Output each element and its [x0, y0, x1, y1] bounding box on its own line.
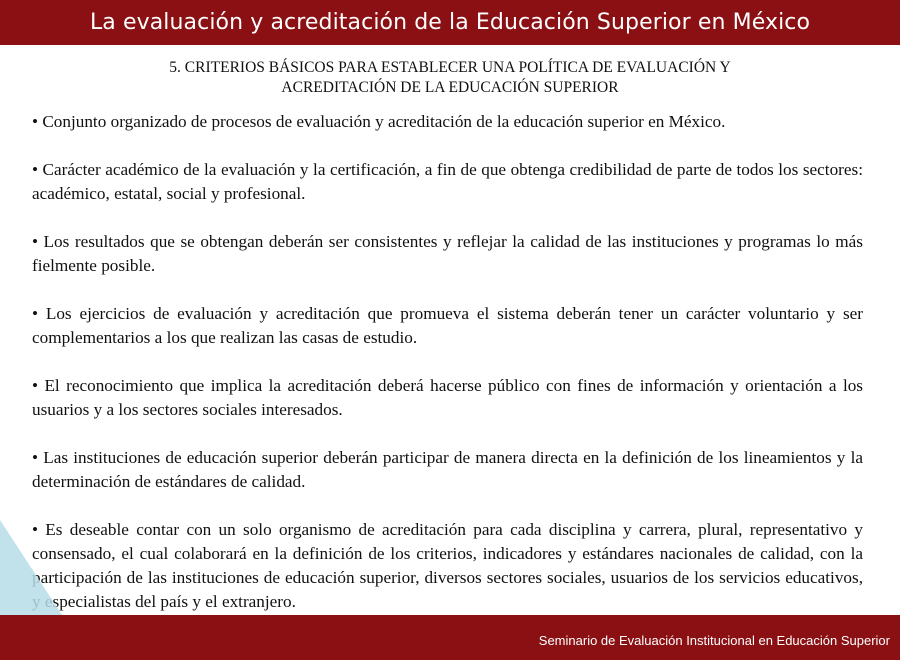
- page-title: La evaluación y acreditación de la Educación Superior en México: [89, 10, 811, 35]
- footer-bar: [0, 615, 900, 660]
- section-heading: [60, 58, 840, 98]
- criteria-item: • Los ejercicios de evaluación y acreditación que promueva el sistema deberán tener un carácter voluntario y ser complementarios a los que realizan las casas de estudio.: [32, 304, 863, 347]
- criteria-item: • Conjunto organizado de procesos de evaluación y acreditación de la educación superior en México.: [32, 112, 726, 131]
- criteria-item: • Carácter académico de la evaluación y la certificación, a fin de que obtenga credibilidad de parte de todos los sectores: académico, estatal, social y profesional.: [32, 160, 863, 203]
- decorative-corner-triangle: [0, 520, 62, 615]
- header-bar: [0, 0, 900, 45]
- criteria-list: [32, 110, 863, 638]
- section-heading-line-2: ACREDITACIÓN DE LA EDUCACIÓN SUPERIOR: [281, 79, 619, 96]
- criteria-item: • Las instituciones de educación superior deberán participar de manera directa en la definición de los lineamientos y la determinación de estándares de calidad.: [32, 448, 863, 491]
- criteria-item: • El reconocimiento que implica la acreditación deberá hacerse público con fines de información y orientación a los usuarios y a los sectores sociales interesados.: [32, 376, 863, 419]
- criteria-item: • Los resultados que se obtengan deberán ser consistentes y reflejar la calidad de las instituciones y programas lo más fielmente posible.: [32, 232, 863, 275]
- footer-text: Seminario de Evaluación Institucional en Educación Superior: [538, 633, 890, 648]
- criteria-item: • Es deseable contar con un solo organismo de acreditación para cada disciplina y carrera, plural, representativo y consensado, el cual colaborará en la definición de los criterios, indicadores y estándares nacionales de calidad, con la participación de las instituciones de educación superior, diversos sectores sociales, usuarios de los servicios educativos, y especialistas del país y el extranjero.: [32, 520, 863, 611]
- section-heading-line-1: 5. CRITERIOS BÁSICOS PARA ESTABLECER UNA POLÍTICA DE EVALUACIÓN Y: [169, 59, 731, 76]
